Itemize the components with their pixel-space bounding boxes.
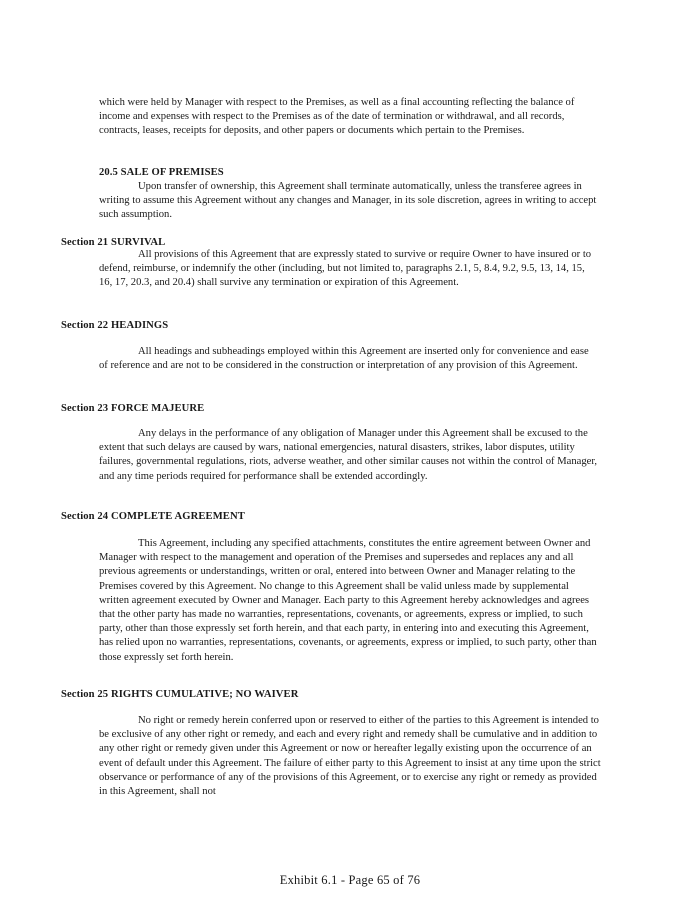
section-20-5-heading: 20.5 SALE OF PREMISES — [99, 167, 224, 178]
continued-paragraph: which were held by Manager with respect to the Premises, as well as a final accounting reflecting the balance of income and expenses with respect to the Premises as of the date of termination or withdrawal, and all records, contracts, leases, receipts for deposits, and other papers or documents which pertain to the Premises. — [99, 97, 575, 137]
section-20-5-body: Upon transfer of ownership, this Agreement shall terminate automatically, unless the transferee agrees in writing to assume this Agreement without any changes and Manager, in its sole discretion, agrees in writing to accept such assumption. — [99, 181, 597, 221]
section-21-body: All provisions of this Agreement that are expressly stated to survive or require Owner to have insured or to defend, reimburse, or indemnify the other (including, but not limited to, paragraphs 2.1, 5, 8.4, 9.2, 9.5, 13, 14, 15, 16, 17, 20.3, and 20.4) shall survive any termination or expiration of this Agreement. — [99, 249, 592, 289]
section-23-heading: Section 23 FORCE MAJEURE — [61, 403, 205, 414]
page-footer: Exhibit 6.1 - Page 65 of 76 — [279, 873, 421, 887]
section-24-body: This Agreement, including any specified attachments, constitutes the entire agreement between Owner and Manager with respect to the management and operation of the Premises and supersedes and replaces any and all previous agreements or understandings, written or oral, entered into between Owner and Manager relating to the Premises covered by this Agreement. No change to this Agreement shall be valid unless made by supplemental written agreement executed by Owner and Manager. Each party to this Agreement hereby acknowledges and agrees that the other party has made no warranties, representations, covenants, or agreements, express or implied, to such party, other than those expressly set forth herein, and that each party, in entering into and executing this Agreement, has relied upon no warranties, representations, covenants, or agreements, express or implied, to such party, other than those expressly set forth herein. — [99, 538, 597, 663]
section-21-heading: Section 21 SURVIVAL — [61, 237, 166, 248]
section-22-heading: Section 22 HEADINGS — [61, 320, 169, 331]
section-25-heading: Section 25 RIGHTS CUMULATIVE; NO WAIVER — [61, 689, 299, 700]
section-23-body: Any delays in the performance of any obligation of Manager under this Agreement shall be excused to the extent that such delays are caused by wars, national emergencies, natural disasters, strikes, labor disputes, utility failures, governmental regulations, riots, adverse weather, and other similar causes not within the control of Manager, and any time periods required for performance shall be extended accordingly. — [99, 428, 598, 482]
section-25-body: No right or remedy herein conferred upon or reserved to either of the parties to this Agreement is intended to be exclusive of any other right or remedy, and each and every right and remedy shall be cumulative and in addition to any other right or remedy given under this Agreement or now or hereafter legally existing upon the occurrence of an event of default under this Agreement. The failure of either party to this Agreement to insist at any time upon the strict observance or performance of any of the provisions of this Agreement, or to exercise any right or remedy as provided in this Agreement, shall not — [99, 715, 601, 798]
section-22-body: All headings and subheadings employed within this Agreement are inserted only for convenience and ease of reference and are not to be considered in the construction or interpretation of any provision of this Agreement. — [99, 346, 589, 372]
section-24-heading: Section 24 COMPLETE AGREEMENT — [61, 511, 245, 522]
